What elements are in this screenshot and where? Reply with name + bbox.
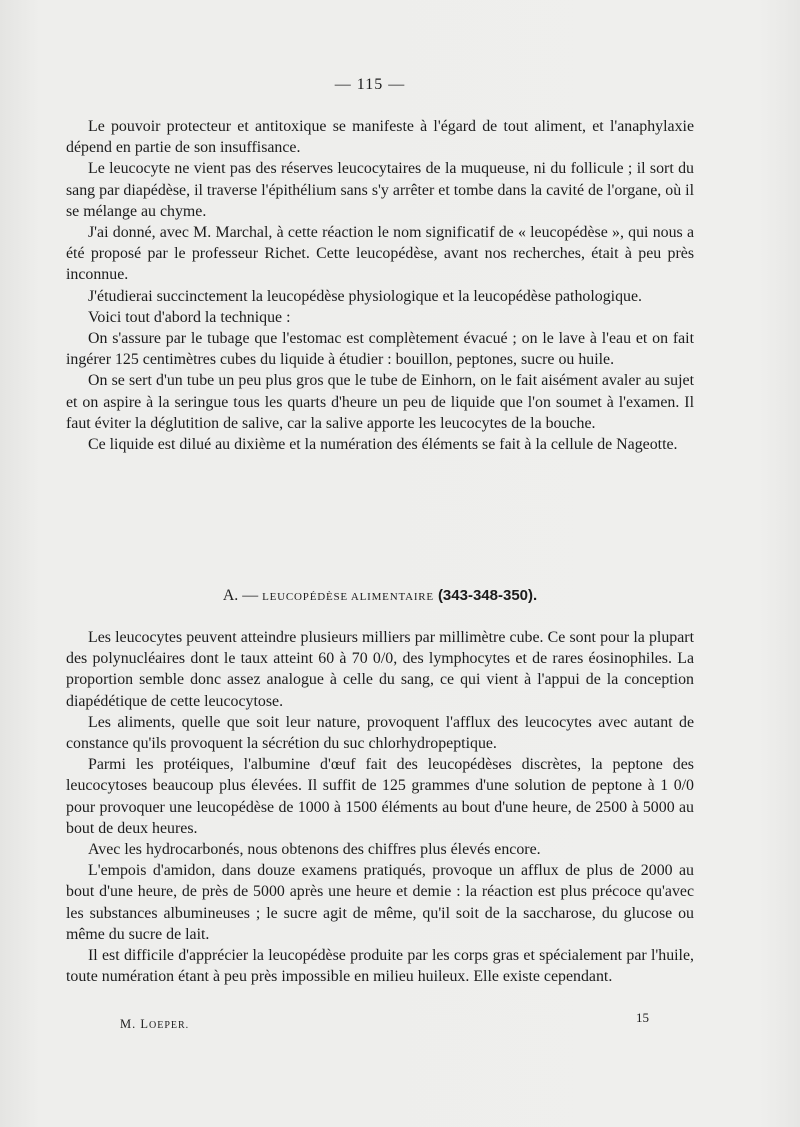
section-prefix: A. — bbox=[222, 587, 259, 604]
paragraph: Le leucocyte ne vient pas des réserves leucocytaires de la muqueuse, ni du follicule ; il sort du sang par diapédèse, il traverse l'épithélium sans s'y arrêter et tombe dans la cavité de l'organe, où il se mélange au chyme. bbox=[66, 160, 694, 220]
page-number: — 115 — bbox=[334, 76, 406, 93]
paragraph: Parmi les protéiques, l'albumine d'œuf fait des leucopédèses discrètes, la peptone des leucocytoses beaucoup plus élevées. Il suffit de 125 grammes d'une solution de peptone à 1 0/0 pour provoquer une leucopédèse de 1000 à 1500 éléments au bout d'une heure, de 2500 à 5000 au bout de deux heures. bbox=[66, 756, 694, 837]
author-first-letter: L bbox=[140, 1017, 150, 1031]
body-text-part1 bbox=[66, 116, 694, 455]
paragraph: On s'assure par le tubage que l'estomac est complètement évacué ; on le lave à l'eau et on fait ingérer 125 centimètres cubes du liquide à étudier : bouillon, peptones, sucre ou huile. bbox=[66, 330, 694, 369]
paragraph: Ce liquide est dilué au dixième et la numération des éléments se fait à la cellule de Nageotte. bbox=[88, 436, 678, 454]
author-rest: OEPER. bbox=[149, 1020, 190, 1031]
section-references: (343-348-350). bbox=[437, 587, 538, 604]
paragraph: Le pouvoir protecteur et antitoxique se manifeste à l'égard de tout aliment, et l'anaphylaxie dépend en partie de son insuffisance. bbox=[66, 118, 694, 157]
section-heading bbox=[66, 585, 694, 608]
paragraph: L'empois d'amidon, dans douze examens pratiqués, provoque un afflux de plus de 2000 au bout d'une heure, de près de 5000 après une heure et demie : la réaction est plus précoce qu'avec les substances albumineuses ; le sucre agit de même, qu'il soit de la saccharose, du glucose ou même du sucre de lait. bbox=[66, 862, 694, 943]
paragraph: Il est difficile d'apprécier la leucopédèse produite par les corps gras et spécialement par l'huile, toute numération étant à peu près impossible en milieu huileux. Elle existe cependant. bbox=[66, 947, 694, 986]
signature-mark: 15 bbox=[636, 1010, 649, 1025]
body-text-part2 bbox=[66, 627, 694, 987]
author-initial: M. bbox=[120, 1017, 137, 1031]
paragraph: On se sert d'un tube un peu plus gros que le tube de Einhorn, on le fait aisément avaler au sujet et on aspire à la seringue tous les quarts d'heure un peu de liquide que l'on soumet à l'examen. Il faut éviter la déglutition de salive, car la salive apporte les leucocytes de la bouche. bbox=[66, 372, 694, 432]
footer-author bbox=[120, 1017, 189, 1032]
paragraph: Voici tout d'abord la technique : bbox=[88, 308, 291, 326]
section-title: LEUCOPÉDÈSE ALIMENTAIRE bbox=[262, 591, 434, 603]
paragraph: Les aliments, quelle que soit leur nature, provoquent l'afflux des leucocytes avec autant de constance qu'ils provoquent la sécrétion du suc chlorhydropeptique. bbox=[66, 713, 694, 753]
paragraph: Les leucocytes peuvent atteindre plusieurs milliers par millimètre cube. Ce sont pour la plupart des polynucléaires dont le taux atteint 60 à 70 0/0, des lymphocytes et de rares éosinophiles. La proportion semble donc assez analogue à celle du sang, ce qui vient à l'appui de la conception diapédétique de cette leucocytose. bbox=[66, 629, 694, 710]
paragraph: J'ai donné, avec M. Marchal, à cette réaction le nom significatif de « leucopédèse », qui nous a été proposé par le professeur Richet. Cette leucopédèse, avant nos recherches, était à peu près inconnue. bbox=[66, 224, 694, 284]
paragraph: Avec les hydrocarbonés, nous obtenons des chiffres plus élevés encore. bbox=[88, 841, 541, 859]
paragraph: J'étudierai succinctement la leucopédèse physiologique et la leucopédèse pathologique. bbox=[88, 287, 642, 305]
